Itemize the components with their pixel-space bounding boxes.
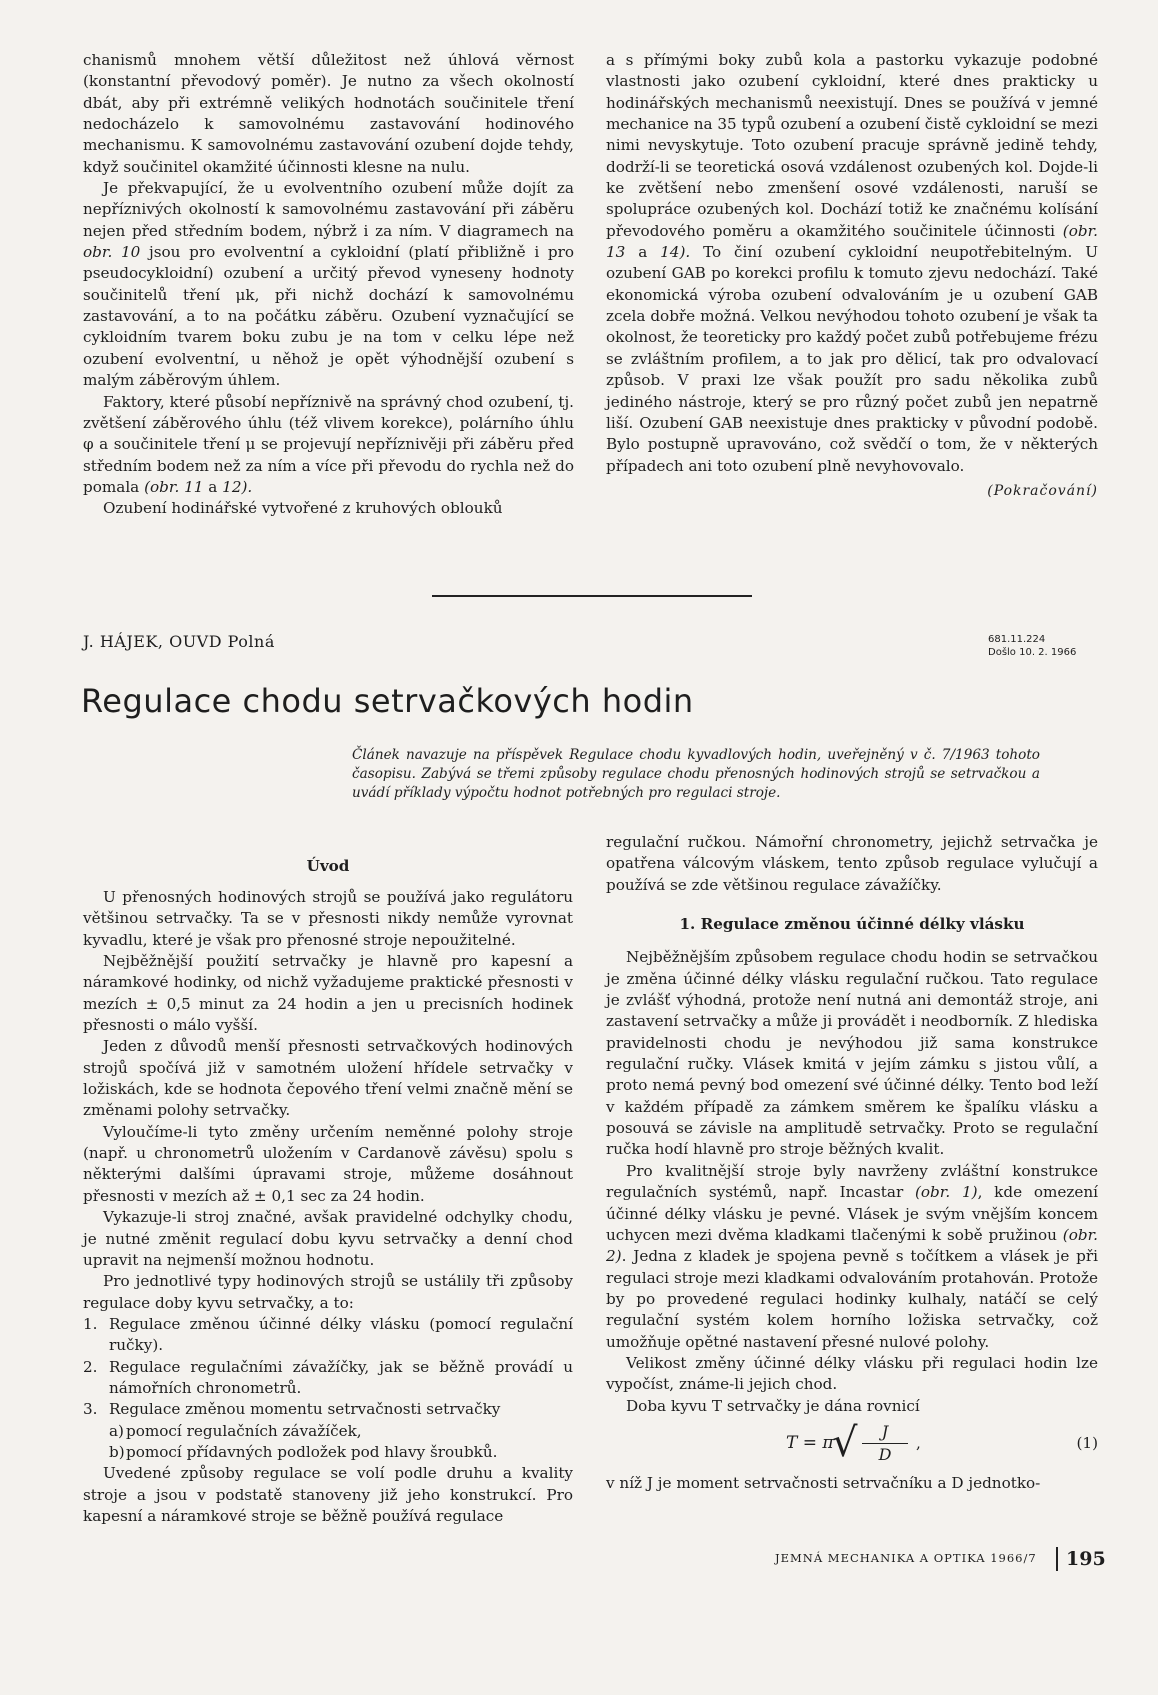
top-right-column [606,50,1098,502]
paragraph: Faktory, které působí nepříznivě na správný chod ozubení, tj. zvětšení záběrového úhlu (též vlivem korekce), polárního úhlu φ a součinitele tření μ se projevují nepříznivěji při záběru před středním bodem než za ním a více při převodu do rychla než do pomala (obr. 11 a 12). [83,392,574,496]
received-date: Došlo 10. 2. 1966 [988,647,1077,658]
sub-list-item: a) pomocí regulačních závažíček, [109,1421,362,1440]
section-heading-intro: Úvod [306,857,350,875]
sqrt-sign: √ [832,1419,858,1466]
udc-code: 681.11.224 [988,634,1046,645]
article-author: J. HÁJEK, OUVD Polná [83,632,275,651]
paragraph: Jeden z důvodů menší přesnosti setrvačkových hodinových strojů spočívá již v samotném uložení hřídele setrvačky v ložiskách, kde se hodnota čepového tření velmi značně mění se změnami polohy setrvačky. [83,1037,573,1120]
article-title: Regulace chodu setrvačkových hodin [81,682,694,720]
paragraph: Vykazuje-li stroj značné, avšak pravidelné odchylky chodu, je nutné změnit regulací dobu kyvu setrvačky a denní chod upravit na nejmenší možnou hodnotu. [83,1208,573,1269]
list-item: 2. Regulace regulačními závažíčky, jak se běžně provádí u námořních chronometrů. [83,1357,573,1397]
paragraph: Uvedené způsoby regulace se volí podle druhu a kvality stroje a jsou v podstatě stanoveny již jeho konstrukcí. Pro kapesní a náramkové stroje se běžně používá regulace [83,1464,573,1525]
paragraph: Nejběžnějším způsobem regulace chodu hodin se setrvačkou je změna účinné délky vlásku regulační ručkou. Tato regulace je zvlášť výhodná, protože není nutná ani demontáž stroje, ani zastavení setrvačky a může ji provádět i neodborník. Z hlediska pravidelnosti chodu je nevýhodou již sama konstrukce regulační ručky. Vlásek kmitá v jejím zámku s jistou vůlí, a proto nemá pevný bod omezení své účinné délky. Tento bod leží v každém případě za zámkem směrem ke špalíku vlásku a posouvá se závisle na amplitudě setrvačky. Proto se regulační ručka hodí hlavně pro stroje běžných kvalit. [606,948,1098,1159]
equation-fraction [862,1421,908,1466]
paragraph: chanismů mnohem větší důležitost než úhlová věrnost (konstantní převodový poměr). Je nutno za všech okolností dbát, aby při extrémně velikých hodnotách součinitele tření nedocházelo k samovolnému zastavování hodinového mechanismu. K samovolnému zastavování ozubení dojde tehdy, když součinitel okamžité účinnosti klesne na nulu. [83,51,574,176]
page-number: 195 [1066,1548,1106,1570]
paragraph: Velikost změny účinné délky vlásku při regulaci hodin lze vypočíst, známe-li jejich chod. [606,1353,1098,1394]
paragraph: a s přímými boky zubů kola a pastorku vykazuje podobné vlastnosti jako ozubení cykloidní, které dnes prakticky u hodinářských mechanismů neexistují. Dnes se používá v jemné mechanice na 35 typů ozubení a ozubení čistě cykloidní se mezi nimi nevyskytuje. Toto ozubení pracuje správně jedině tehdy, dodrží-li se teoretická osová vzdálenost ozubených kol. Dojde-li ke zvětšení nebo zmenšení osové vzdálenosti, naruší se spolupráce ozubených kol. Dochází totiž ke značnému kolísání převodového poměru a okamžitého součinitele účinnosti (obr. 13 a 14). To činí ozubení cykloidní neupotřebitelným. U ozubení GAB po korekci profilu k tomuto zjevu nedochází. Také ekonomická výroba ozubení odvalováním je u ozubení GAB zcela dobře možná. Velkou nevýhodou tohoto ozubení je však ta okolnost, že teoreticky pro každý počet zubů potřebujeme frézu se zvláštním profilem, a to jak pro dělicí, tak pro odvalovací způsob. V praxi lze však použít pro sadu několika zubů jediného nástroje, který se pro různý počet zubů jen nepatrně liší. Ozubení GAB neexistuje dnes prakticky v původní podobě. Bylo postupně upravováno, což svědčí o tom, že v některých případech ani toto ozubení plně nevyhovovalo. [606,51,1098,475]
paragraph: Je překvapující, že u evolventního ozubení může dojít za nepříznivých okolností k samovolnému zastavování při záběru nejen před středním bodem, nýbrž i za ním. V diagramech na obr. 10 jsou pro evolventní a cykloidní (platí přibližně i pro pseudocykloidní) ozubení a určitý převod vyneseny hodnoty součinitelů tření μk, při nichž dochází k samovolnému zastavování, a to na počátku záběru. Ozubení vyznačující se cykloidním tvarem boku zubu je na tom v celku lépe než ozubení evolventní, u něhož je opět výhodnější ozubení s malým záběrovým úhlem. [83,179,575,390]
paragraph: U přenosných hodinových strojů se používá jako regulátoru většinou setrvačky. Ta se v přesnosti nikdy nemůže vyrovnat kyvadlu, které je však pro přenosné stroje nepoužitelné. [83,888,573,949]
sub-list-item: b) pomocí přídavných podložek pod hlavy šroubků. [109,1442,498,1461]
continued-note: (Pokračování) [987,482,1098,499]
equation-1 [606,1419,1098,1469]
top-left-column [83,50,574,520]
paragraph: Doba kyvu T setrvačky je dána rovnicí [626,1396,920,1415]
article-meta [988,633,1076,659]
paragraph: Ozubení hodinářské vytvořené z kruhových oblouků [103,499,503,518]
paragraph: Vyloučíme-li tyto změny určením neměnné polohy stroje (např. u chronometrů uložením v Cardanově závěsu) spolu s některými dalšími úpravami stroje, můžeme dosáhnout přesnosti v mezích až ± 0,1 sec za 24 hodin. [83,1122,573,1205]
list-item: 3. Regulace změnou momentu setrvačnosti setrvačky [83,1400,501,1419]
footer-divider [1056,1547,1058,1571]
equation-lhs: T = π [786,1432,834,1453]
paragraph: Pro kvalitnější stroje byly navrženy zvláštní konstrukce regulačních systémů, např. Incastar (obr. 1), kde omezení účinné délky vlásku je pevné. Vlásek je svým vnějším koncem uchycen mezi dvěma kladkami tlačenými k sobě pružinou (obr. 2). Jedna z kladek je spojena pevně s točítkem a vlásek je při regulaci stroje mezi kladkami odvalováním protahován. Protože by po provedené regulaci hodinky kulhaly, natáčí se celý regulační systém kolem horního ložiska setrvačky, což umožňuje opětné nastavení přesné nulové polohy. [606,1161,1099,1351]
section-divider [432,595,752,597]
bottom-left-column [83,887,573,1527]
journal-footer: JEMNÁ MECHANIKA A OPTIKA 1966/7 [775,1551,1037,1565]
paragraph: v níž J je moment setrvačnosti setrvačníku a D jednotko- [606,1473,1041,1492]
fraction-denominator: D [878,1444,892,1464]
fraction-numerator: J [862,1421,908,1444]
equation-comma: , [916,1433,921,1452]
paragraph: Nejběžnější použití setrvačky je hlavně pro kapesní a náramkové hodinky, od nichž vyžadujeme praktické přesnosti v mezích ± 0,5 minut za 24 hodin a jen u precisních hodinek přesnosti o málo vyšší. [83,952,573,1035]
equation-number: (1) [1076,1433,1098,1452]
bottom-right-column [606,832,1098,1494]
section-heading-1: 1. Regulace změnou účinné délky vlásku [679,915,1025,934]
paragraph: Pro jednotlivé typy hodinových strojů se ustálily tři způsoby regulace doby kyvu setrvačky, a to: [83,1272,573,1312]
list-item: 1. Regulace změnou účinné délky vlásku (pomocí regulační ručky). [83,1314,573,1355]
article-abstract: Článek navazuje na příspěvek Regulace chodu kyvadlových hodin, uveřejněný v č. 7/1963 tohoto časopisu. Zabývá se třemi způsoby regulace chodu přenosných hodinových strojů se setrvačkou a uvádí příklady výpočtu hodnot potřebných pro regulaci stroje. [352,747,1040,801]
paragraph: regulační ručkou. Námořní chronometry, jejichž setrvačka je opatřena válcovým vláskem, tento způsob regulace vylučují a používá se zde většinou regulace závažíčky. [606,833,1098,894]
